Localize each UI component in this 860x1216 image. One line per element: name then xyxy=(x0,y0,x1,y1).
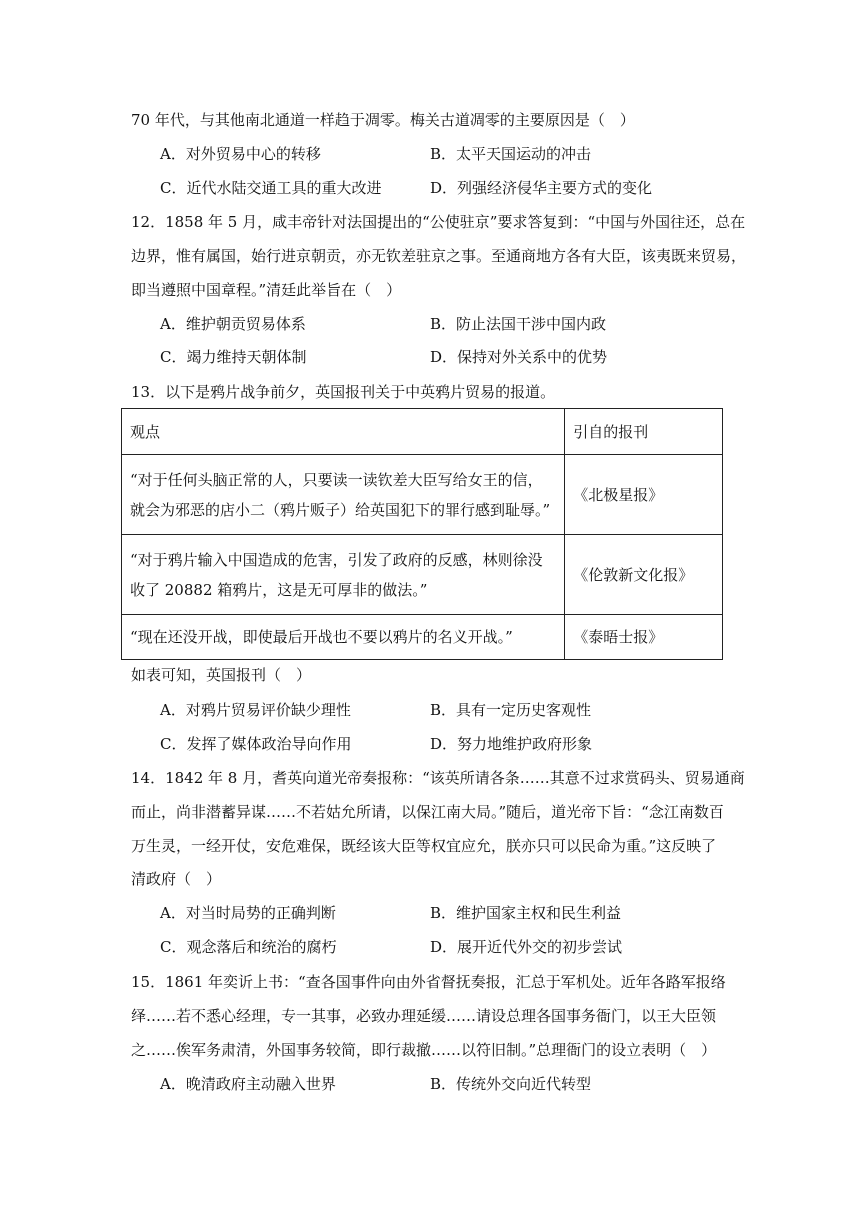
table-cell-view xyxy=(122,615,565,660)
table-header-row xyxy=(122,409,723,455)
q11-option-a: A．对外贸易中心的转移 xyxy=(160,145,321,163)
q12-option-d: D．保持对外关系中的优势 xyxy=(430,348,608,366)
q14-option-b: B．维护国家主权和民生利益 xyxy=(430,904,622,922)
q11-option-b: B．太平天国运动的冲击 xyxy=(430,145,592,163)
q13-option-c: C．发挥了媒体政治导向作用 xyxy=(160,735,352,753)
q14-stem-line-2: 而止，尚非潜蓄异谋……不若姑允所请，以保江南大局。”随后，道光帝下旨：“念江南数百 xyxy=(131,803,724,821)
q13-option-d: D．努力地维护政府形象 xyxy=(430,735,593,753)
newspaper-table xyxy=(121,408,723,660)
q15-stem-line-3: 之……俟军务肃清，外国事务较简，即行裁撤……以符旧制。”总理衙门的设立表明（ ） xyxy=(131,1041,717,1059)
q11-option-d: D．列强经济侵华主要方式的变化 xyxy=(430,179,653,197)
table-row xyxy=(122,455,723,535)
q13-option-a: A．对鸦片贸易评价缺少理性 xyxy=(160,701,351,719)
q14-stem-line-3: 万生灵，一经开仗，安危难保，既经该大臣等权宜应允，朕亦只可以民命为重。”这反映了 xyxy=(131,837,717,855)
q13-intro: 13．以下是鸦片战争前夕，英国报刊关于中英鸦片贸易的报道。 xyxy=(131,383,556,401)
q14-stem-line-1: 14．1842 年 8 月，耆英向道光帝奏报称：“该英所请各条……其意不过求赏码头、贸易通商 xyxy=(131,769,745,787)
view-line: “对于鸦片输入中国造成的危害，引发了政府的反感，林则徐没 xyxy=(130,550,543,569)
view-line: 收了 20882 箱鸦片，这是无可厚非的做法。” xyxy=(130,580,428,599)
table-cell-source: 《北极星报》 xyxy=(565,455,723,535)
table-cell-view xyxy=(122,455,565,535)
view-line: 就会为邪恶的店小二（鸦片贩子）给英国犯下的罪行感到耻辱。” xyxy=(130,500,551,519)
q14-option-a: A．对当时局势的正确判断 xyxy=(160,904,336,922)
q14-option-c: C．观念落后和统治的腐朽 xyxy=(160,938,337,956)
q12-option-a: A．维护朝贡贸易体系 xyxy=(160,315,306,333)
table-header-view: 观点 xyxy=(122,409,565,455)
q14-stem-line-4: 清政府（ ） xyxy=(131,870,222,888)
q14-option-d: D．展开近代外交的初步尝试 xyxy=(430,938,623,956)
view-line: “对于任何头脑正常的人，只要读一读钦差大臣写给女王的信， xyxy=(130,470,543,489)
q11-option-c: C．近代水陆交通工具的重大改进 xyxy=(160,179,382,197)
q13-question: 如表可知，英国报刊（ ） xyxy=(131,666,312,684)
view-line: “现在还没开战，即使最后开战也不要以鸦片的名义开战。” xyxy=(130,628,513,646)
q11-stem-tail: 70 年代，与其他南北通道一样趋于凋零。梅关古道凋零的主要原因是（ ） xyxy=(131,111,635,129)
q12-option-b: B．防止法国干涉中国内政 xyxy=(430,315,607,333)
table-cell-source: 《伦敦新文化报》 xyxy=(565,535,723,615)
q15-stem-line-1: 15．1861 年奕䜣上书：“查各国事件向由外省督抚奏报，汇总于军机处。近年各路军报络 xyxy=(131,973,726,991)
q12-stem-line-1: 12．1858 年 5 月，咸丰帝针对法国提出的“公使驻京”要求答复到：“中国与外国往还，总在 xyxy=(131,213,746,231)
table-header-source: 引自的报刊 xyxy=(565,409,723,455)
q12-stem-line-3: 即当遵照中国章程。”清廷此举旨在（ ） xyxy=(131,281,402,299)
q12-option-c: C．竭力维持天朝体制 xyxy=(160,348,307,366)
q15-option-b: B．传统外交向近代转型 xyxy=(430,1075,592,1093)
q12-stem-line-2: 边界，惟有属国，始行进京朝贡，亦无钦差驻京之事。至通商地方各有大臣，该夷既来贸易， xyxy=(131,247,747,265)
q15-stem-line-2: 绎……若不悉心经理，专一其事，必致办理延缓……请设总理各国事务衙门，以王大臣领 xyxy=(131,1007,717,1025)
table-cell-view xyxy=(122,535,565,615)
q15-option-a: A．晚清政府主动融入世界 xyxy=(160,1075,336,1093)
table-row xyxy=(122,615,723,660)
q13-option-b: B．具有一定历史客观性 xyxy=(430,701,592,719)
table-row xyxy=(122,535,723,615)
table-cell-source: 《泰晤士报》 xyxy=(565,615,723,660)
